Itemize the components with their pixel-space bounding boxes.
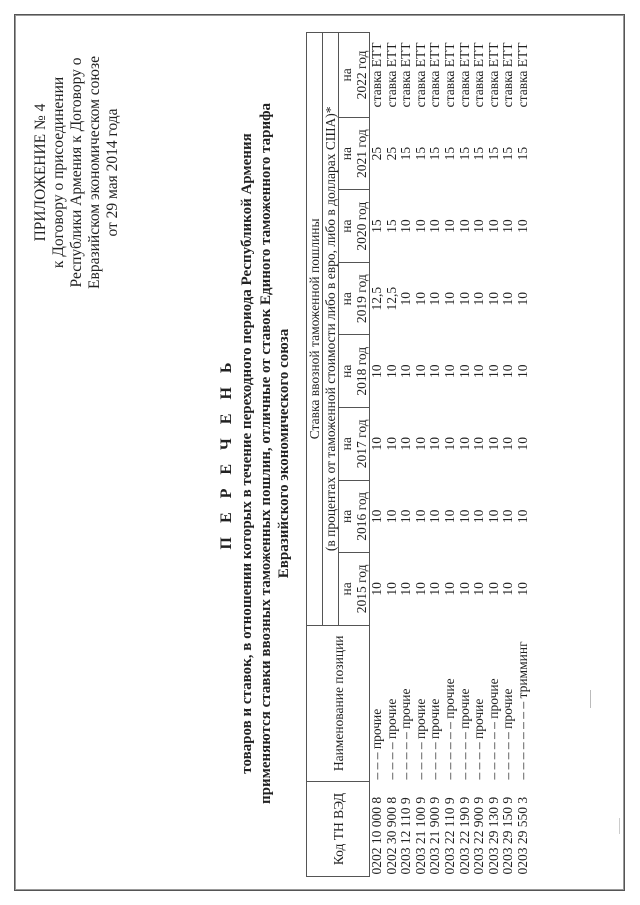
cell-rate: 10 — [441, 582, 457, 596]
cell-rate: ставка ЕТТ — [485, 42, 501, 108]
cell-rate: ставка ЕТТ — [412, 42, 428, 108]
table-row — [443, 33, 458, 877]
table-row — [516, 33, 531, 877]
cell-rate: 10 — [398, 437, 414, 451]
cell-rate: 10 — [514, 219, 530, 233]
cell-code: 0203 29 550 3 — [514, 796, 530, 875]
cell-rate: 10 — [383, 509, 399, 524]
cell-rate: 15 — [514, 146, 530, 161]
cell-rate: 10 — [383, 437, 399, 451]
page-inner-border — [15, 15, 624, 890]
cell-rate: 10 — [471, 364, 487, 378]
cell-rate: 10 — [441, 219, 457, 233]
cell-code: 0203 22 190 9 — [456, 796, 472, 875]
margin-mark — [619, 818, 626, 834]
cell-rate: 10 — [369, 582, 384, 596]
cell-rate: 10 — [514, 291, 530, 306]
cell-rate: 10 — [369, 364, 384, 378]
header-year-prefix: на — [339, 68, 354, 82]
cell-rate: 10 — [398, 509, 414, 524]
document-title: товаров и ставок, в отношении которых в течение переходного периода Республикой Армения применяются ставки ввозных таможенных пошлин, отличные от ставок Единого таможенного тарифа Евразийского экономического союза — [239, 102, 292, 805]
cell-rate: 10 — [485, 364, 501, 378]
cell-rate: ставка ЕТТ — [427, 42, 443, 108]
cell-rate: 10 — [471, 582, 487, 596]
cell-rate: 10 — [398, 291, 414, 306]
table-row — [399, 33, 414, 877]
table-row — [458, 33, 473, 877]
cell-rate: 25 — [383, 146, 399, 161]
header-year-prefix: на — [339, 509, 354, 523]
appendix-line: к Договору о присоединении — [50, 76, 67, 269]
cell-rate: 10 — [369, 437, 384, 451]
header-year-prefix: на — [339, 147, 354, 161]
cell-name: – – – – – – прочие — [485, 678, 501, 780]
cell-rate: ставка ЕТТ — [441, 42, 457, 108]
cell-rate: 10 — [471, 437, 487, 451]
cell-rate: ставка ЕТТ — [383, 42, 399, 108]
table-row — [487, 33, 502, 877]
tariff-table — [306, 32, 531, 877]
cell-rate: ставка ЕТТ — [369, 42, 384, 108]
cell-rate: 10 — [398, 582, 414, 596]
header-year-label: 2019 год — [354, 274, 369, 324]
cell-name: – – – – – прочие — [456, 688, 472, 780]
cell-rate: 10 — [427, 437, 443, 451]
cell-code: 0203 22 900 9 — [471, 796, 487, 875]
header-year-label: 2020 год — [354, 201, 369, 251]
header-year — [339, 117, 370, 190]
cell-code: 0203 21 900 9 — [427, 796, 443, 875]
cell-rate: 10 — [427, 219, 443, 233]
cell-rate: 10 — [485, 219, 501, 233]
cell-rate: 10 — [500, 364, 516, 378]
cell-rate: 10 — [514, 582, 530, 596]
header-year — [339, 190, 370, 263]
table-row — [414, 33, 429, 877]
cell-name: – – – – – прочие — [500, 688, 516, 780]
header-year — [339, 335, 370, 408]
cell-rate: 12,5 — [369, 286, 384, 311]
table-row — [428, 33, 443, 877]
cell-rate: 10 — [500, 509, 516, 524]
cell-rate: 10 — [500, 582, 516, 596]
rotated-page-content — [16, 16, 625, 891]
cell-rate: 10 — [441, 364, 457, 378]
header-rate: Ставка ввозной таможенной пошлины — [307, 33, 323, 626]
header-year-prefix: на — [339, 582, 354, 596]
cell-rate: 25 — [369, 146, 384, 161]
cell-rate: 10 — [412, 364, 428, 378]
cell-rate: 10 — [456, 582, 472, 596]
cell-rate: 10 — [398, 364, 414, 378]
cell-rate: 15 — [500, 146, 516, 161]
appendix-line: Евразийском экономическом союзе — [86, 56, 103, 289]
table-row — [501, 33, 516, 877]
cell-rate: 10 — [456, 219, 472, 233]
cell-rate: 10 — [485, 291, 501, 306]
cell-code: 0203 21 100 9 — [412, 796, 428, 875]
cell-rate: 10 — [427, 509, 443, 524]
cell-rate: ставка ЕТТ — [398, 42, 414, 108]
cell-rate: 10 — [383, 582, 399, 596]
cell-rate: ставка ЕТТ — [500, 42, 516, 108]
cell-rate: 15 — [383, 219, 399, 233]
header-year — [339, 480, 370, 553]
cell-rate: 10 — [456, 364, 472, 378]
cell-rate: 10 — [441, 291, 457, 306]
cell-name: – – – – прочие — [427, 698, 443, 780]
header-year-prefix: на — [339, 292, 354, 306]
header-year-label: 2016 год — [354, 491, 369, 541]
cell-rate: 10 — [383, 364, 399, 378]
cell-code: 0203 12 110 9 — [398, 797, 414, 875]
header-name: Наименование позиции — [307, 625, 370, 781]
cell-rate: 10 — [485, 437, 501, 451]
cell-rate: 10 — [412, 291, 428, 306]
header-year-label: 2017 год — [354, 419, 369, 469]
cell-rate: 10 — [412, 509, 428, 524]
cell-rate: 15 — [369, 219, 384, 233]
table-row — [385, 33, 400, 877]
header-year-label: 2021 год — [354, 129, 369, 179]
cell-rate: ставка ЕТТ — [456, 42, 472, 108]
cell-rate: 10 — [514, 364, 530, 378]
cell-rate: 10 — [427, 291, 443, 306]
cell-rate: ставка ЕТТ — [471, 42, 487, 108]
cell-rate: 10 — [456, 291, 472, 306]
cell-rate: 15 — [471, 146, 487, 161]
cell-name: – – – – – – прочие — [441, 678, 457, 780]
header-code: Код ТН ВЭД — [307, 781, 370, 876]
cell-rate: 15 — [398, 146, 414, 161]
cell-code: 0203 29 130 9 — [485, 796, 501, 875]
header-year-prefix: на — [339, 219, 354, 233]
cell-name: – – – – – прочие — [398, 688, 414, 780]
header-year — [339, 262, 370, 335]
cell-rate: 10 — [514, 437, 530, 451]
cell-rate: 10 — [412, 219, 428, 233]
cell-rate: 10 — [500, 437, 516, 451]
cell-rate: 10 — [456, 509, 472, 524]
cell-rate: 10 — [398, 219, 414, 233]
cell-code: 0202 30 900 8 — [383, 796, 399, 875]
header-year-prefix: на — [339, 437, 354, 451]
appendix-block — [32, 56, 122, 289]
appendix-number: ПРИЛОЖЕНИЕ № 4 — [32, 103, 49, 242]
cell-name: – – – – прочие — [412, 698, 428, 780]
cell-name: – – – – – – – – тримминг — [514, 641, 530, 780]
cell-rate: 10 — [412, 582, 428, 596]
margin-mark — [590, 690, 597, 708]
cell-rate: 10 — [441, 437, 457, 451]
cell-rate: 10 — [412, 437, 428, 451]
header-year-label: 2015 год — [354, 564, 369, 614]
cell-rate: 10 — [471, 509, 487, 524]
cell-rate: 10 — [369, 509, 384, 524]
header-rate-sub: (в процентах от таможенной стоимости либо в евро, либо в долларах США)* — [323, 33, 339, 626]
cell-rate: 10 — [427, 364, 443, 378]
cell-rate: 10 — [485, 509, 501, 524]
cell-rate: 10 — [500, 291, 516, 306]
cell-name: – – – – прочие — [383, 698, 399, 780]
cell-name: – – – – прочие — [471, 698, 487, 780]
cell-name: – – – прочие — [369, 708, 384, 780]
header-year — [339, 33, 370, 118]
header-year-prefix: на — [339, 364, 354, 378]
cell-rate: 15 — [412, 146, 428, 161]
document-heading: П Е Р Е Ч Е Н Ь — [218, 357, 235, 550]
cell-rate: 10 — [456, 437, 472, 451]
cell-rate: 12,5 — [383, 286, 399, 311]
header-year — [339, 553, 370, 626]
cell-rate: 10 — [514, 509, 530, 524]
cell-rate: 15 — [441, 146, 457, 161]
cell-rate: 10 — [471, 219, 487, 233]
appendix-line: Республики Армения к Договору о — [68, 57, 85, 288]
cell-rate: 10 — [471, 291, 487, 306]
cell-rate: 10 — [500, 219, 516, 233]
cell-rate: 10 — [441, 509, 457, 524]
cell-rate: 15 — [485, 146, 501, 161]
cell-rate: 10 — [427, 582, 443, 596]
cell-rate: 15 — [427, 146, 443, 161]
header-year — [339, 408, 370, 481]
cell-rate: 10 — [485, 582, 501, 596]
header-year-label: 2018 год — [354, 346, 369, 396]
appendix-date: от 29 мая 2014 года — [104, 108, 121, 237]
table-row — [472, 33, 487, 877]
cell-code: 0203 22 110 9 — [441, 797, 457, 875]
cell-rate: 15 — [456, 146, 472, 161]
table-row — [370, 33, 385, 877]
cell-code: 0202 10 000 8 — [369, 796, 384, 875]
header-year-label: 2022 год — [354, 50, 369, 100]
cell-rate: ставка ЕТТ — [514, 42, 530, 108]
cell-code: 0203 29 150 9 — [500, 796, 516, 875]
